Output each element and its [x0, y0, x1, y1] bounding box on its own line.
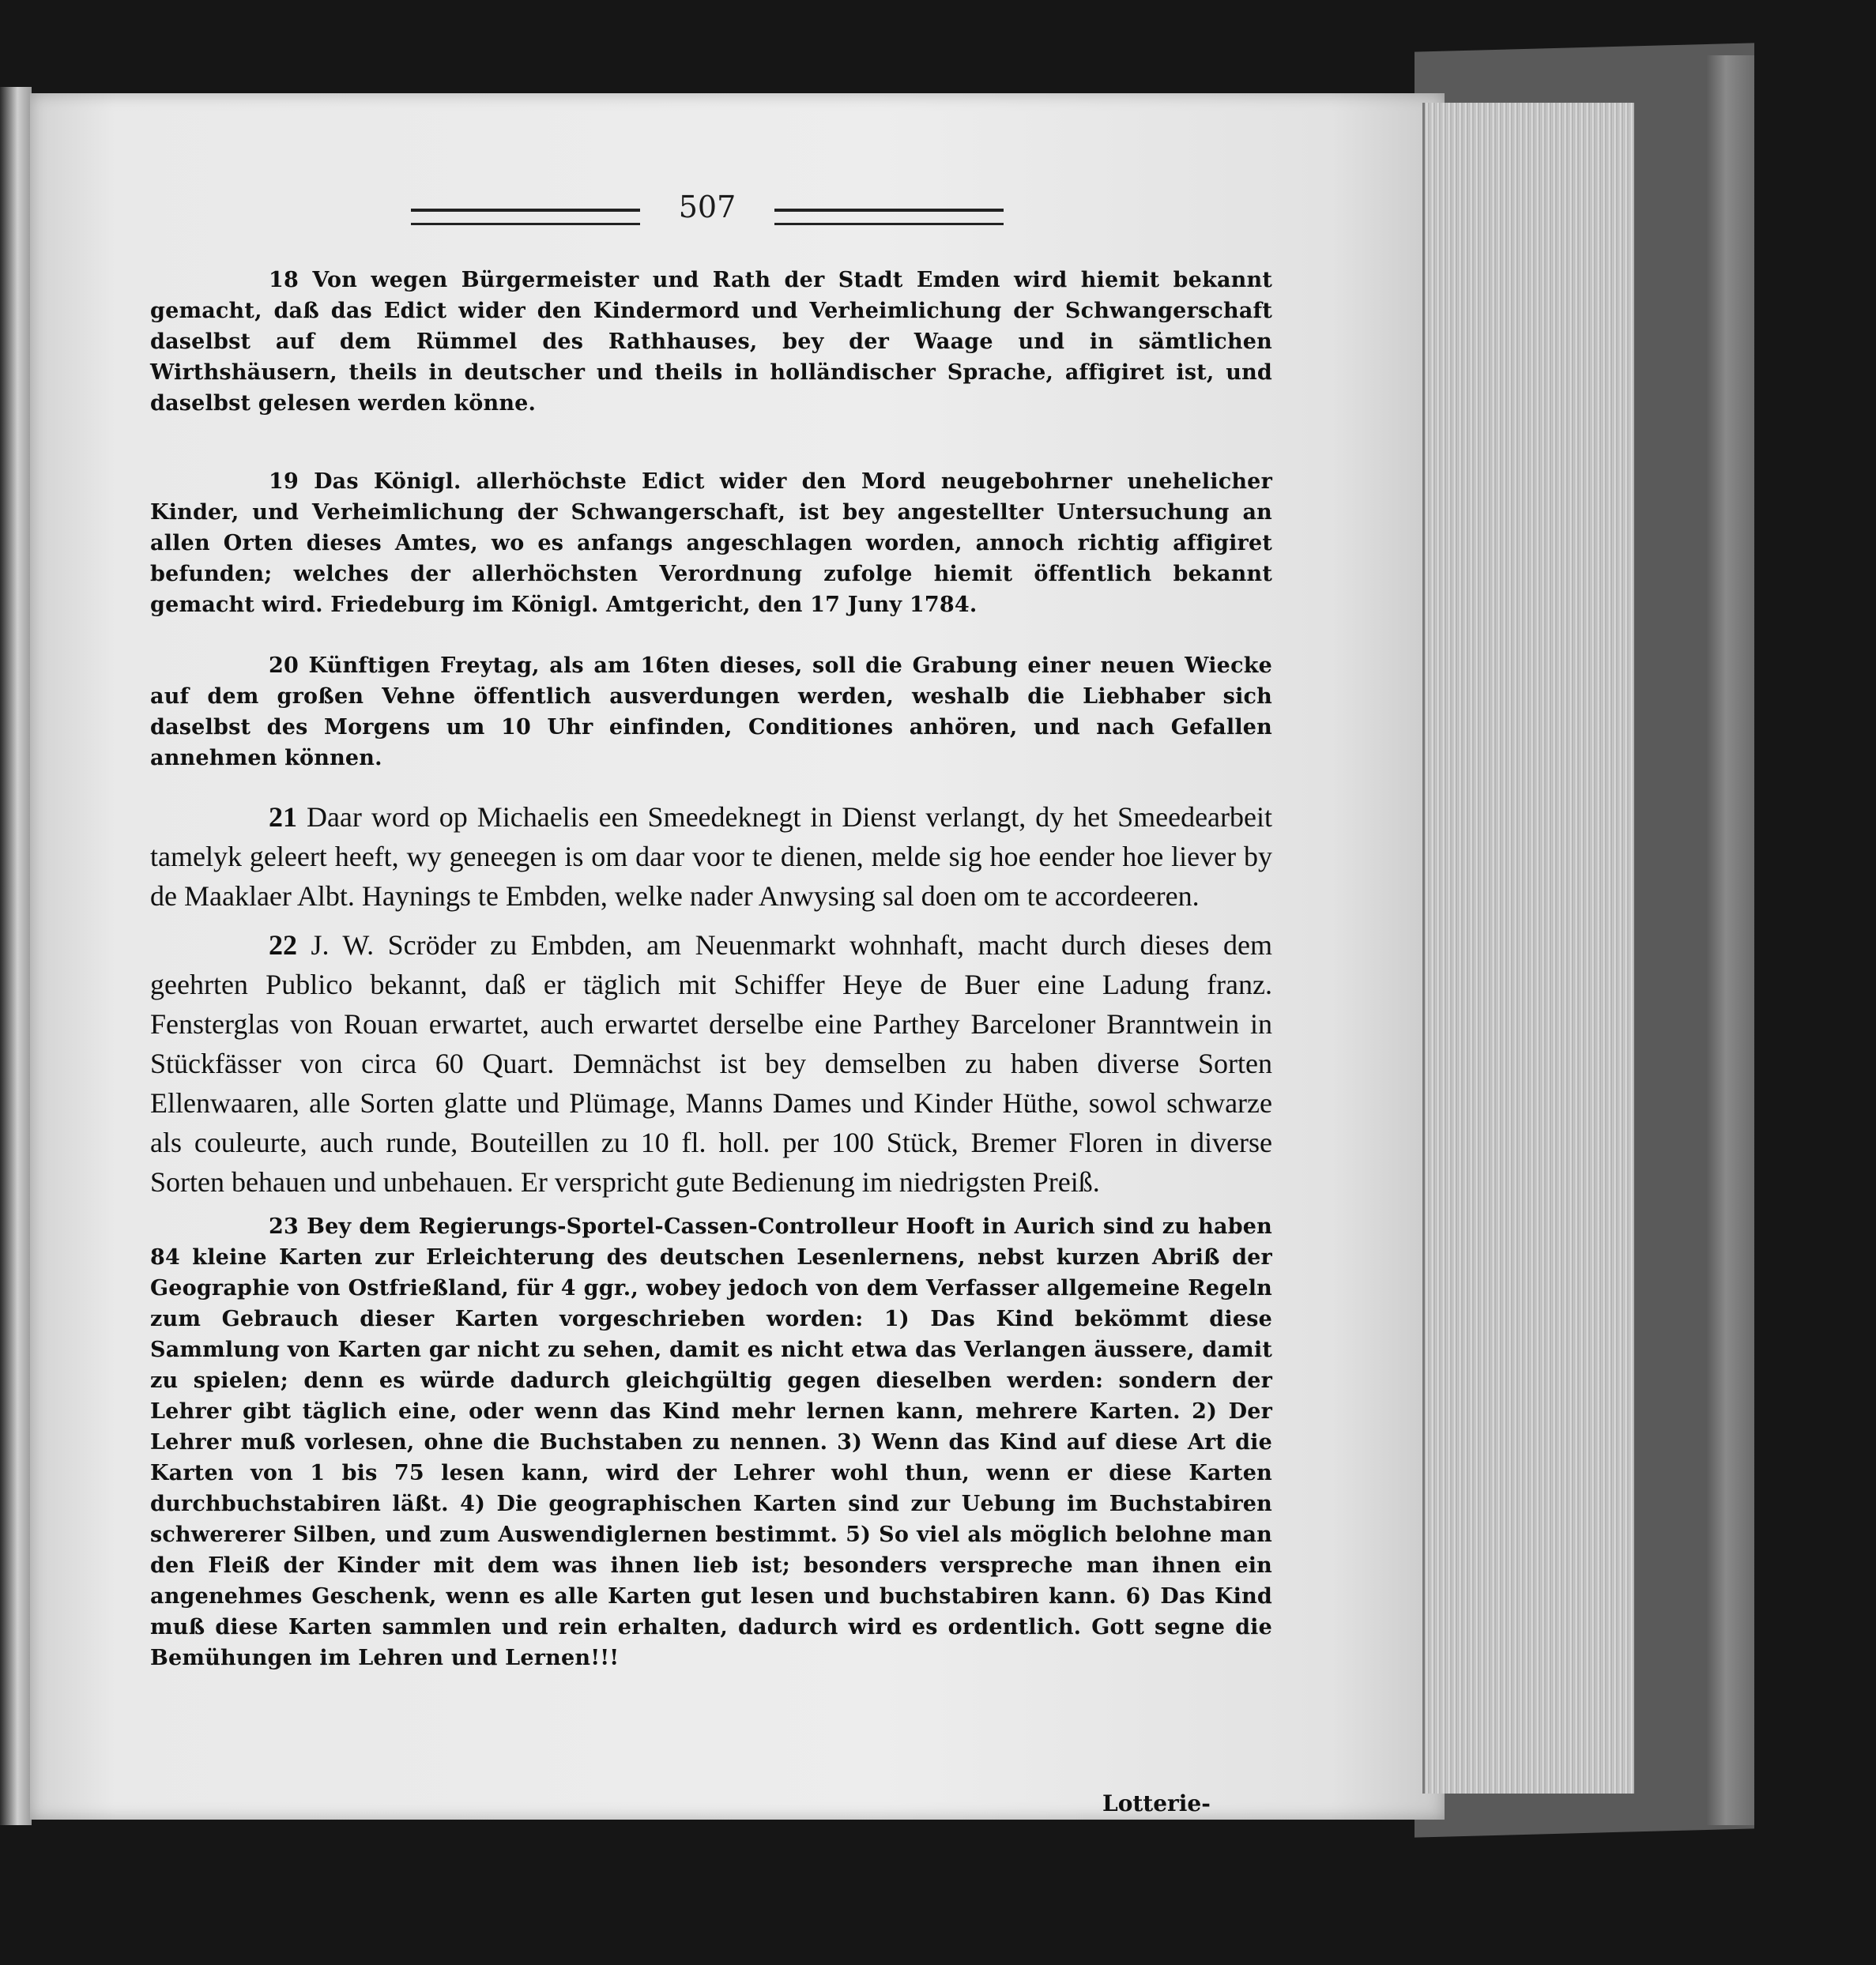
book-cover-edge: [1707, 55, 1754, 1825]
page-text: [150, 265, 1272, 1673]
notice-22: [150, 925, 1272, 1202]
notice-21: [150, 797, 1272, 916]
notice-text: Künftigen Freytag, als am 16ten dieses, soll die Grabung einer neuen Wiecke auf dem großen Vehne öffentlich ausverdungen werden, weshalb die Liebhaber sich daselbst des Morgens um 10 Uhr einfinden, Conditiones anhören, und nach Gefallen annehmen können.: [150, 653, 1272, 770]
notice-text: Bey dem Regierungs-Sportel-Cassen-Controlleur Hooft in Aurich sind zu haben 84 kleine Karten zur Erleichterung des deutschen Lesenlernens, nebst kurzen Abriß der Geographie von Ostfrießland, für 4 ggr., wobey jedoch von dem Verfasser allgemeine Regeln zum Gebrauch dieser Karten vorgeschrieben worden: 1) Das Kind bekömmt diese Sammlung von Karten gar nicht zu sehen, damit es nicht etwa das Verlangen äussere, damit zu spielen; denn es würde dadurch gleichgültig gegen dieselben werden: sondern der Lehrer gibt täglich eine, oder wenn das Kind mehr lernen kann, mehrere Karten. 2) Der Lehrer muß vorlesen, ohne die Buchstaben zu nennen. 3) Wenn das Kind auf diese Art die Karten von 1 bis 75 lesen kann, wird der Lehrer wohl thun, wenn er diese Karten durchbuchstabiren läßt. 4) Die geographischen Karten sind zur Uebung im Buchstabiren schwererer Silben, und zum Auswendiglernen bestimmt. 5) So viel als möglich belohne man den Fleiß der Kinder mit dem was ihnen lieb ist; besonders verspreche man ihnen ein angenehmes Geschenk, wenn es alle Karten gut lesen und buchstabiren kann. 6) Das Kind muß diese Karten sammlen und rein erhalten, dadurch wird es ordentlich. Gott segne die Bemühungen im Lehren und Lernen!!!: [150, 1214, 1272, 1670]
notice-20: [150, 650, 1272, 774]
catchword: Lotterie-: [1102, 1790, 1211, 1816]
notice-19: [150, 466, 1272, 620]
notice-number: 23: [269, 1214, 299, 1239]
notice-23: [150, 1211, 1272, 1673]
page-block-edges: [1422, 103, 1634, 1794]
page-header: [411, 190, 1004, 237]
notice-number: 20: [269, 653, 299, 678]
notice-18: [150, 265, 1272, 419]
header-rule-right: [774, 209, 1004, 225]
notice-text: Das Königl. allerhöchste Edict wider den Mord neugebohrner unehelicher Kinder, und Verheimlichung der Schwangerschaft, ist bey angestellter Untersuchung an allen Orten dieses Amtes, wo es anfangs angeschlagen worden, annoch richtig affigiret befunden; welches der allerhöchsten Verordnung zufolge hiemit öffentlich bekannt gemacht wird. Friedeburg im Königl. Amtgericht, den 17 Juny 1784.: [150, 469, 1272, 617]
notice-text: Daar word op Michaelis een Smeedeknegt in Dienst verlangt, dy het Smeedearbeit tamelyk geleert heeft, wy geneegen is om daar voor te dienen, melde sig hoe eender hoe liever by de Maaklaer Albt. Haynings te Embden, welke nader Anwysing sal doen om te accordeeren.: [150, 801, 1272, 912]
notice-text: Von wegen Bürgermeister und Rath der Stadt Emden wird hiemit bekannt gemacht, daß das Edict wider den Kindermord und Verheimlichung der Schwangerschaft daselbst auf dem Rümmel des Rathhauses, bey der Waage und in sämtlichen Wirthshäusern, theils in deutscher und theils in holländischer Sprache, affigiret ist, und daselbst gelesen werden könne.: [150, 268, 1272, 416]
notice-number: 21: [269, 801, 297, 833]
facing-page-edge: [0, 87, 32, 1825]
notice-text: J. W. Scröder zu Embden, am Neuenmarkt wohnhaft, macht durch dieses dem geehrten Publico bekannt, daß er täglich mit Schiffer Heye de Buer eine Ladung franz. Fensterglas von Rouan erwartet, auch erwartet derselbe eine Parthey Barceloner Branntwein in Stückfässer von circa 60 Quart. Demnächst ist bey demselben zu haben diverse Sorten Ellenwaaren, alle Sorten glatte und Plümage, Manns Dames und Kinder Hüthe, sowol schwarze als couleurte, auch runde, Bouteillen zu 10 fl. holl. per 100 Stück, Bremer Floren in diverse Sorten behauen und unbehauen. Er verspricht gute Bedienung im niedrigsten Preiß.: [150, 929, 1273, 1198]
header-rule-left: [411, 209, 640, 225]
notice-number: 18: [269, 268, 299, 292]
notice-number: 19: [269, 469, 299, 494]
notice-number: 22: [269, 929, 297, 961]
page-number: 507: [678, 190, 736, 224]
